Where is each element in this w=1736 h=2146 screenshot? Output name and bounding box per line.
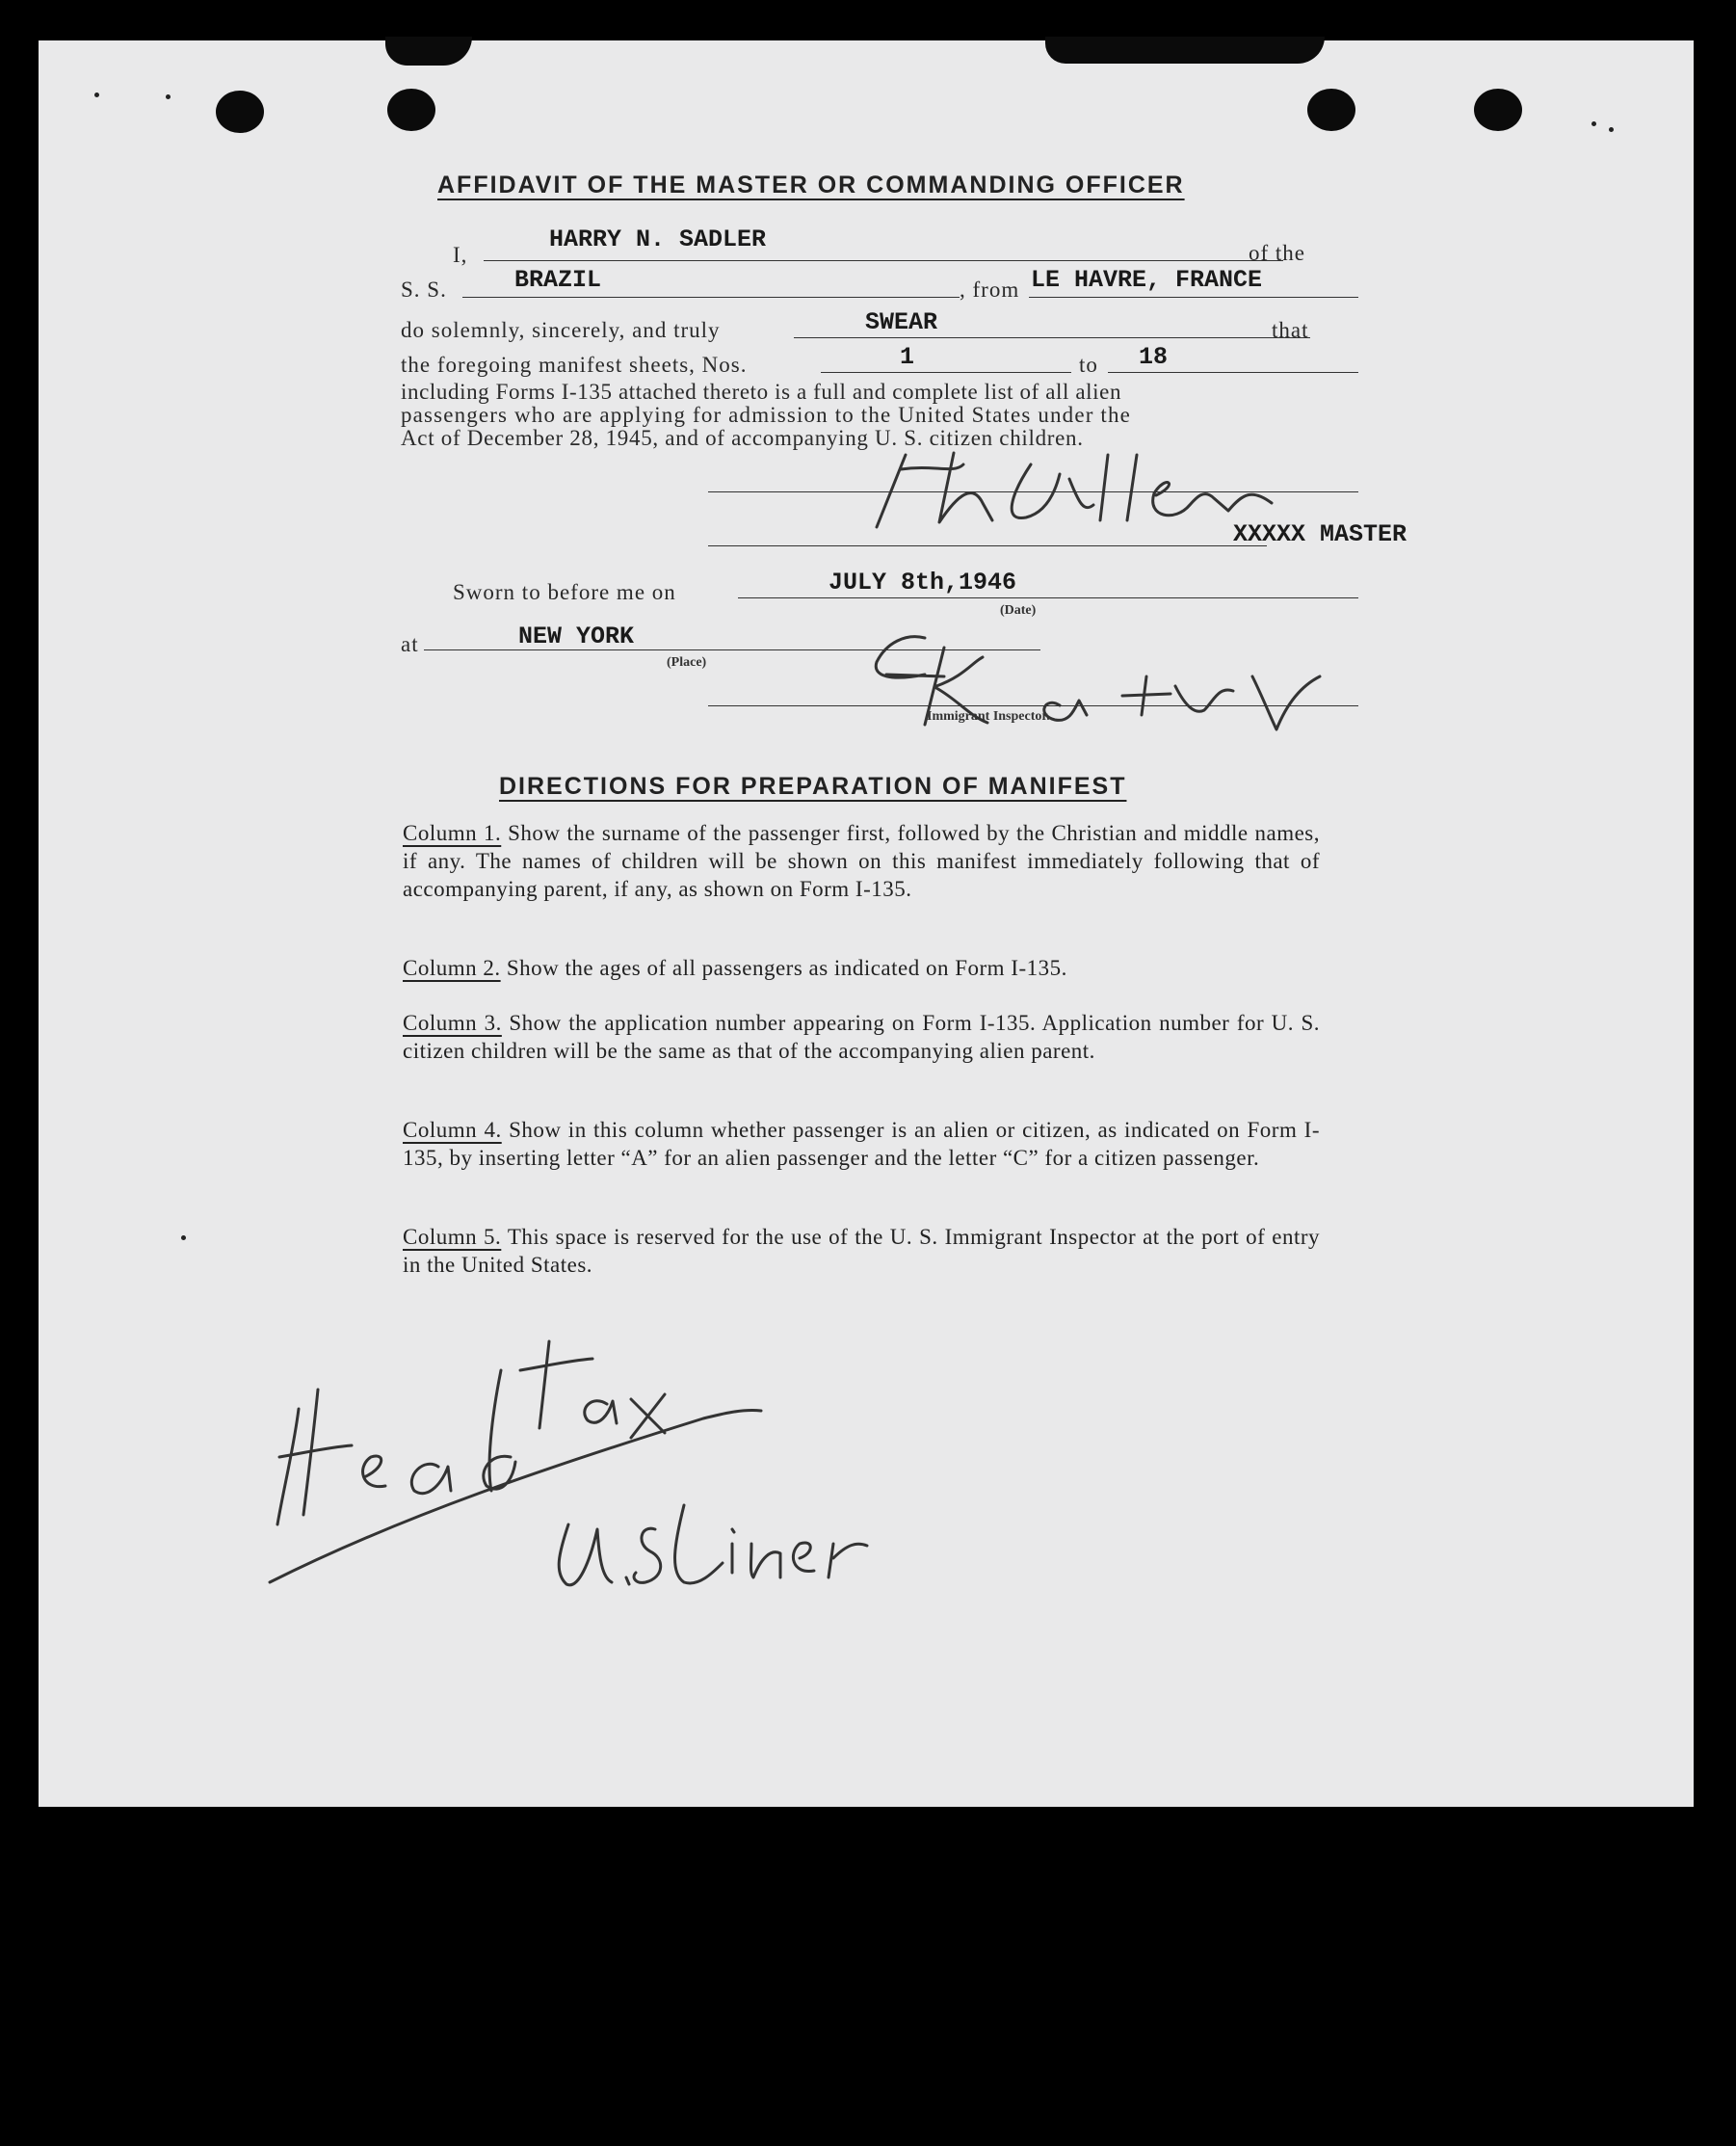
torn-edge-right <box>1045 37 1325 64</box>
at-label: at <box>401 632 419 656</box>
ss-label: S. S. <box>401 278 447 302</box>
master-title: XXXXX MASTER <box>1233 520 1407 548</box>
date-line <box>738 597 1358 598</box>
direction-label: Column 1. <box>403 821 502 845</box>
speck <box>1591 121 1596 126</box>
departure-port: LE HAVRE, FRANCE <box>1031 266 1263 294</box>
direction-label: Column 3. <box>403 1011 502 1035</box>
direction-text: Show the surname of the passenger first, followed by the Christian and middle names, if any. The names of children will be shown on this manifest immediately following that of accompanying parent, if any, as shown on Form I-135. <box>403 821 1320 901</box>
sheet-to: 18 <box>1139 343 1169 371</box>
inspector-signature <box>867 619 1387 744</box>
body-line-2: passengers who are applying for admission to the United States under the <box>401 403 1131 427</box>
port-line <box>1029 297 1358 298</box>
sworn-label: Sworn to before me on <box>453 580 676 604</box>
direction-text: Show the application number appearing on Form I-135. Application number for U. S. citizen children will be the same as that of the accompanying alien parent. <box>403 1011 1321 1063</box>
body-line-1: including Forms I-135 attached thereto is a full and complete list of all alien <box>401 380 1122 404</box>
of-the-label: of the <box>1249 241 1306 265</box>
direction-label: Column 2. <box>403 956 501 980</box>
sworn-date: JULY 8th,1946 <box>829 569 1017 596</box>
ship-name: BRAZIL <box>514 266 602 294</box>
oath-type: SWEAR <box>865 308 938 336</box>
direction-text: This space is reserved for the use of the U. S. Immigrant Inspector at the port of entry in the United States. <box>403 1225 1321 1277</box>
direction-text: Show the ages of all passengers as indicated on Form I-135. <box>506 956 1067 980</box>
sheets-label: the foregoing manifest sheets, Nos. <box>401 353 748 377</box>
directions-title: DIRECTIONS FOR PREPARATION OF MANIFEST <box>499 773 1127 800</box>
i-label: I, <box>453 243 468 267</box>
date-caption: (Date) <box>1000 603 1037 618</box>
that-label: that <box>1272 318 1309 342</box>
sheet-from-line <box>821 372 1071 373</box>
master-title-line <box>708 545 1267 546</box>
punch-hole-3 <box>1307 89 1355 131</box>
solemnly-label: do solemnly, sincerely, and truly <box>401 318 721 342</box>
inspector-signature-line <box>708 705 1358 706</box>
speck <box>94 93 99 97</box>
sheet-from: 1 <box>900 343 915 371</box>
speck <box>181 1235 186 1240</box>
ship-line <box>462 297 960 298</box>
direction-column-5 <box>403 1223 1320 1279</box>
name-line <box>484 260 1283 261</box>
document-page <box>39 40 1694 1807</box>
from-label: , from <box>960 278 1020 302</box>
direction-column-2 <box>403 954 1320 982</box>
place-caption: (Place) <box>667 655 707 670</box>
torn-edge-left <box>385 37 472 66</box>
punch-hole-2 <box>387 89 435 131</box>
direction-label: Column 5. <box>403 1225 502 1249</box>
master-name: HARRY N. SADLER <box>549 225 767 253</box>
to-label: to <box>1079 353 1098 377</box>
speck <box>166 94 171 99</box>
punch-hole-4 <box>1474 89 1522 131</box>
direction-column-3 <box>403 1009 1320 1065</box>
speck <box>1609 127 1614 132</box>
direction-column-1 <box>403 819 1320 903</box>
direction-text: Show in this column whether passenger is an alien or citizen, as indicated on Form I-135, by inserting letter “A” for an alien passenger and the letter “C” for a citizen passenger. <box>403 1118 1321 1170</box>
affidavit-title: AFFIDAVIT OF THE MASTER OR COMMANDING OFFICER <box>437 172 1185 199</box>
sworn-place: NEW YORK <box>518 623 635 650</box>
direction-column-4 <box>403 1116 1320 1172</box>
sheet-to-line <box>1108 372 1358 373</box>
body-line-3: Act of December 28, 1945, and of accompanying U. S. citizen children. <box>401 426 1084 450</box>
master-signature-line <box>708 491 1358 492</box>
direction-label: Column 4. <box>403 1118 502 1142</box>
oath-line <box>794 337 1310 338</box>
punch-hole-1 <box>216 91 264 133</box>
handwritten-note <box>260 1312 954 1630</box>
inspector-caption: Immigrant Inspector. <box>927 709 1050 724</box>
